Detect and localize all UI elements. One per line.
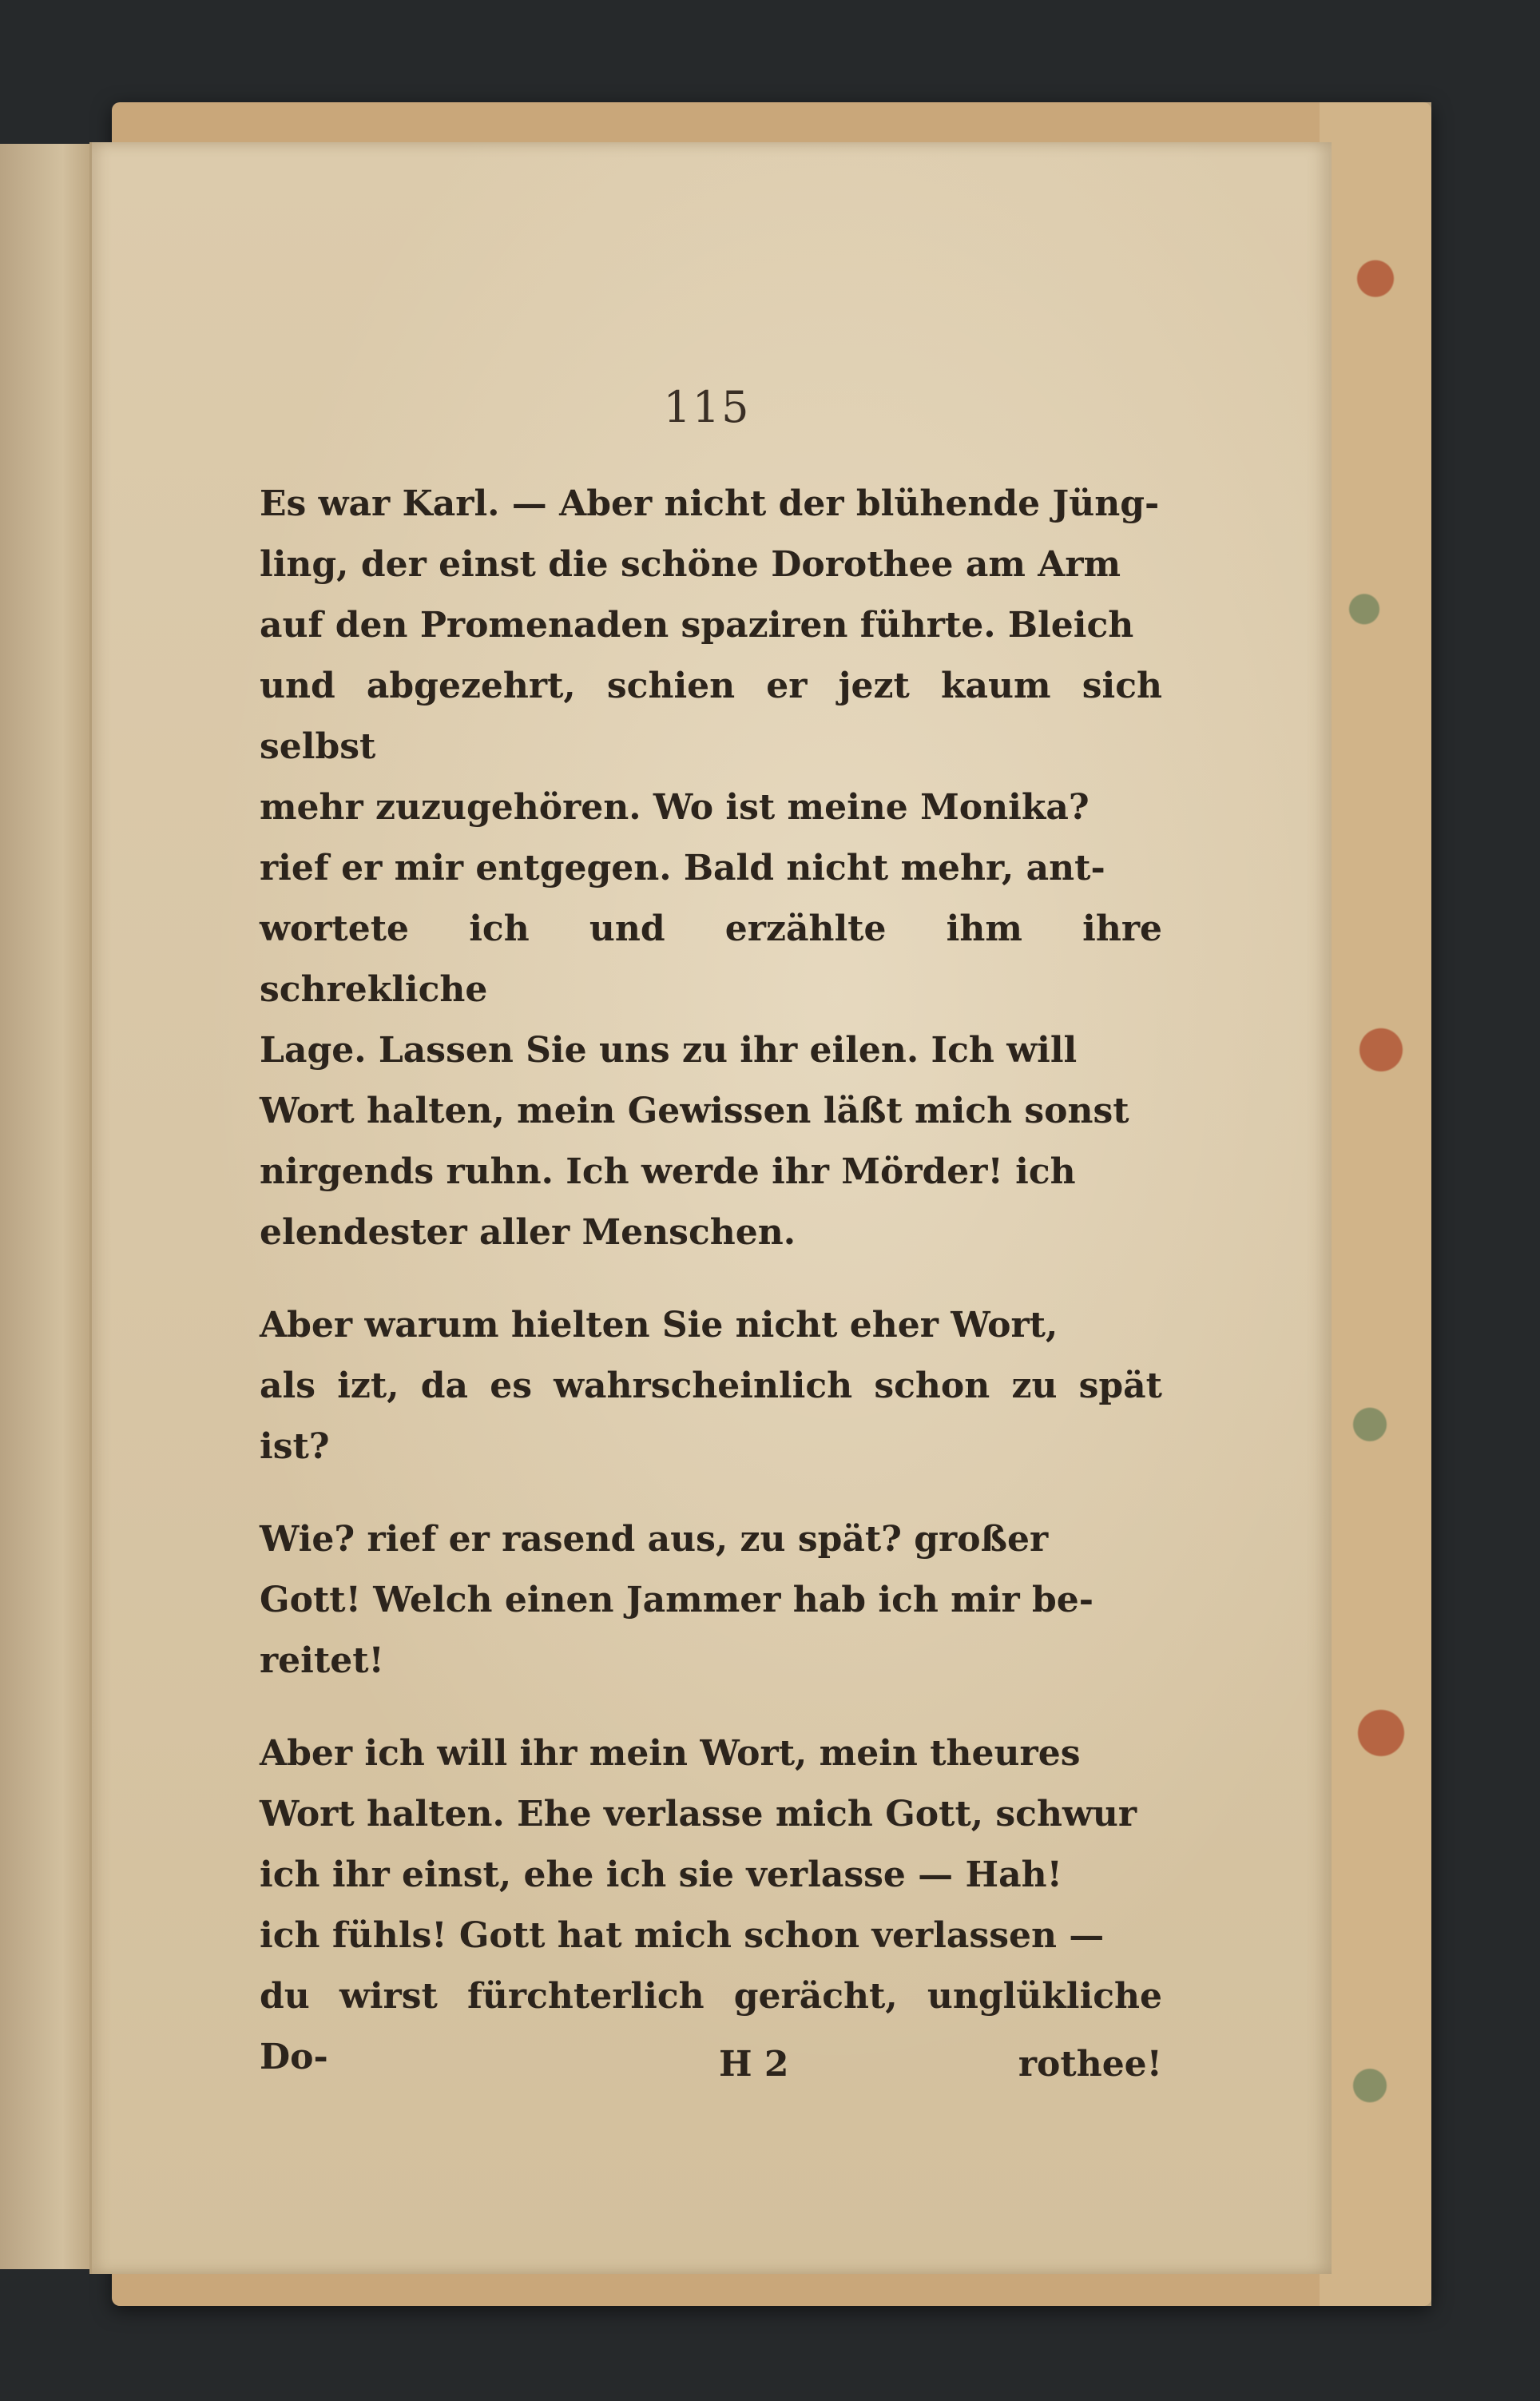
decorative-cover-pattern [1320, 102, 1431, 2306]
page-text [260, 474, 1162, 2088]
paragraph-1: Es war Karl. — Aber nicht der blühende Jüng- ling, der einst die schöne Dorothee am Arm auf den Promenaden spaziren führte. Bleich und abgezehrt, schien er jezt kaum sich selbst mehr zuzugehören. Wo ist meine Monika? rief er mir entgegen. Bald nicht mehr, ant- wortete ich und erzählte ihm ihre schrekliche Lage. Lassen Sie uns zu ihr eilen. Ich will Wort halten, mein Gewissen läßt mich sonst nirgends ruhn. Ich werde ihr Mörder! ich elendester aller Menschen. [260, 483, 1162, 1253]
paragraph-4: Aber ich will ihr mein Wort, mein theures Wort halten. Ehe verlasse mich Gott, schwur ich ihr einst, ehe ich sie verlasse — Hah! ich fühls! Gott hat mich schon verlassen — du wirst fürchterlich gerächt, unglükliche Do- [260, 1733, 1162, 2077]
signature-mark: H 2 [719, 2044, 789, 2085]
paragraph-3: Wie? rief er rasend aus, zu spät? großer Gott! Welch einen Jammer hab ich mir be- reitet! [260, 1519, 1093, 1681]
book-page [89, 142, 1332, 2274]
paragraph-2: Aber warum hielten Sie nicht eher Wort, als izt, da es wahrscheinlich schon zu spät ist? [260, 1305, 1162, 1467]
catchword: rothee! [1018, 2044, 1162, 2085]
left-page-edge [0, 144, 93, 2269]
page-number: 115 [663, 382, 751, 432]
